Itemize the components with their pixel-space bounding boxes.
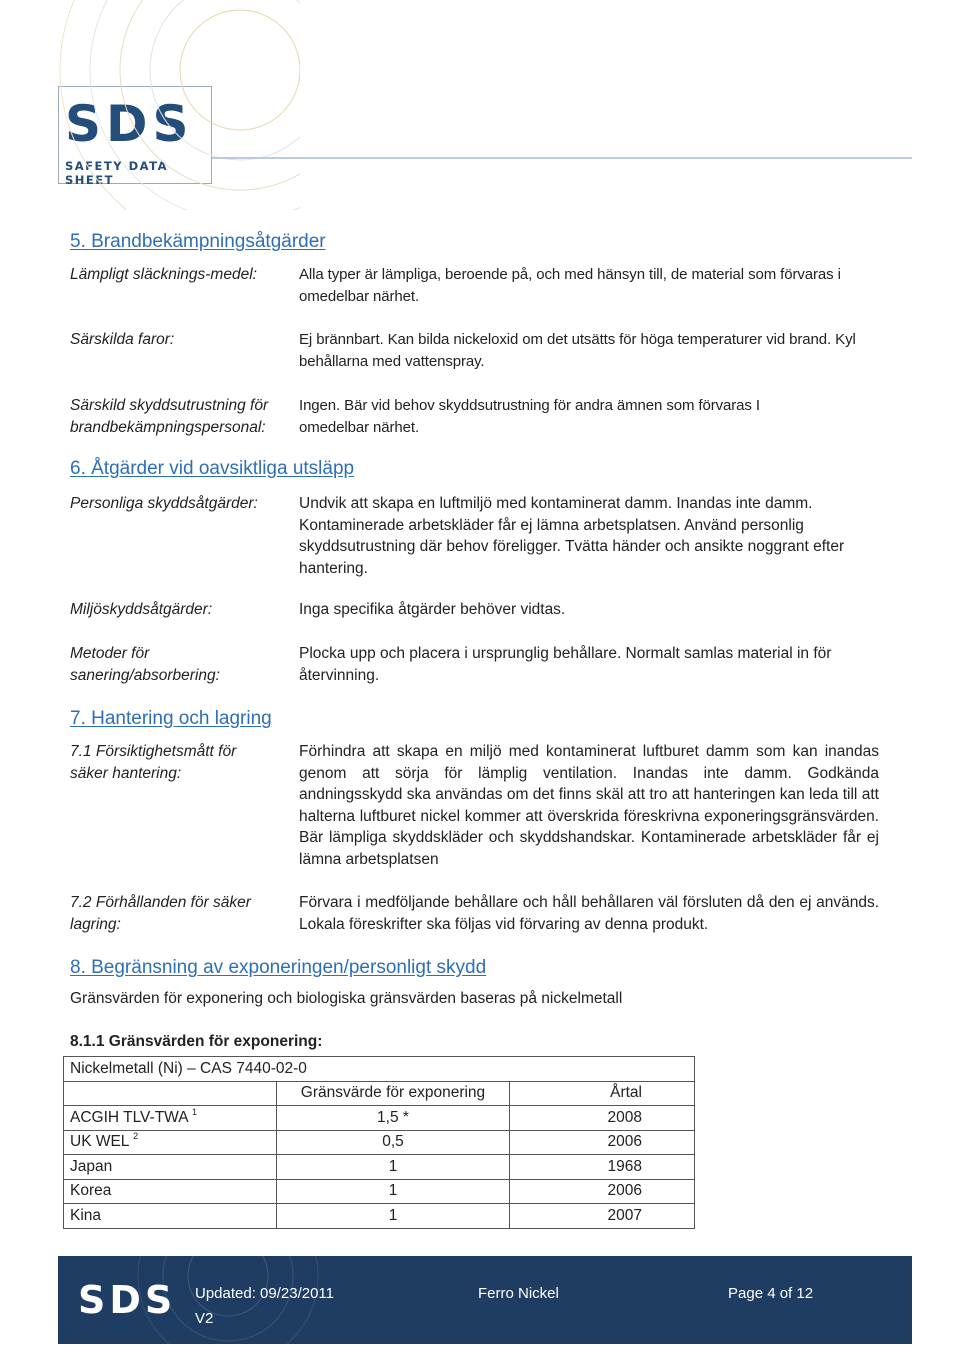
row-year: 2007: [510, 1204, 695, 1229]
s5-label-2: Särskilda faror:: [70, 331, 175, 348]
header-rule: [212, 157, 912, 159]
s6-label-1: Personliga skyddsåtgärder:: [70, 495, 258, 512]
row-name: ACGIH TLV-TWA: [70, 1108, 188, 1126]
row-value: 0,5: [277, 1130, 510, 1155]
section-6-heading: 6. Åtgärder vid oavsiktliga utsläpp: [70, 458, 355, 479]
s8-subheading: 8.1.1 Gränsvärden för exponering:: [70, 1033, 323, 1050]
row-value: 1,5 *: [277, 1106, 510, 1131]
logo-sub-text: SAFETY DATA SHEET: [65, 159, 168, 187]
table-row: [64, 1179, 695, 1204]
page-header: [0, 0, 960, 210]
row-value: 1: [277, 1179, 510, 1204]
row-name: UK WEL: [70, 1133, 129, 1151]
row-footnote: 1: [192, 1106, 198, 1117]
table-title: Nickelmetall (Ni) – CAS 7440-02-0: [64, 1057, 695, 1082]
row-footnote: 2: [133, 1131, 139, 1142]
footer-page: Page 4 of 12: [728, 1285, 814, 1302]
row-name: Kina: [64, 1204, 277, 1229]
row-name-cell: [64, 1130, 277, 1155]
footer-product: Ferro Nickel: [478, 1285, 559, 1302]
exposure-limits-table: [63, 1056, 695, 1229]
table-title-row: [64, 1057, 695, 1082]
table-row: [64, 1204, 695, 1229]
s7-value-1: Förhindra att skapa en miljö med kontaminerat luftburet damm som kan inandas genom att sörja för lämplig ventilation. Inandas inte damm. Godkända andningsskydd ska användas om det finns skäl att tro att hanteringen kan leda till att halterna luftburet nickel kommer att överskrida föreskrivna exponeringsgränsvärden. Bär lämpliga skyddskläder och skyddshandskar. Kontaminerade arbetskläder får ej lämna arbetsplatsen: [299, 743, 879, 868]
row-year: 1968: [510, 1155, 695, 1180]
logo-main-text: SDS: [65, 95, 194, 153]
footer-updated: Updated: 09/23/2011: [195, 1285, 335, 1302]
s5-label-3: Särskild skyddsutrustning för brandbekämpningspersonal:: [70, 397, 269, 436]
row-year: 2006: [510, 1130, 695, 1155]
s5-value-1: Alla typer är lämpliga, beroende på, och med hänsyn till, de material som förvaras i omedelbar närhet.: [299, 266, 841, 305]
s5-value-3: Ingen. Bär vid behov skyddsutrustning för andra ämnen som förvaras I omedelbar närhet.: [299, 397, 760, 436]
footer-version: V2: [195, 1310, 214, 1327]
table-row: [64, 1106, 695, 1131]
s7-label-2: 7.2 Förhållanden för säker lagring:: [70, 894, 251, 933]
row-name: Korea: [64, 1179, 277, 1204]
section-5-heading: 5. Brandbekämpningsåtgärder: [70, 231, 326, 252]
header-empty-cell: [64, 1081, 277, 1106]
section-7-heading: 7. Hantering och lagring: [70, 708, 272, 729]
header-value: Gränsvärde för exponering: [277, 1081, 510, 1106]
s6-value-2: Inga specifika åtgärder behöver vidtas.: [299, 601, 566, 618]
s7-label-1: 7.1 Försiktighetsmått för säker hantering:: [70, 743, 237, 782]
s5-value-2: Ej brännbart. Kan bilda nickeloxid om det utsätts för höga temperaturer vid brand. Kyl behållarna med vattenspray.: [299, 331, 856, 370]
row-name: Japan: [64, 1155, 277, 1180]
table-header-row: [64, 1081, 695, 1106]
footer-logo: SDS: [78, 1278, 177, 1322]
row-value: 1: [277, 1204, 510, 1229]
table-row: [64, 1155, 695, 1180]
header-year: Årtal: [510, 1081, 695, 1106]
row-year: 2008: [510, 1106, 695, 1131]
s5-label-1: Lämpligt släcknings-medel:: [70, 266, 257, 283]
s7-value-2: Förvara i medföljande behållare och håll behållaren väl försluten då den ej används. Lokala föreskrifter ska följas vid förvaring av denna produkt.: [299, 894, 879, 933]
s6-label-2: Miljöskyddsåtgärder:: [70, 601, 213, 618]
row-name-cell: [64, 1106, 277, 1131]
s6-value-3: Plocka upp och placera i ursprunglig behållare. Normalt samlas material in för återvinning.: [299, 645, 832, 684]
table-row: [64, 1130, 695, 1155]
s8-intro: Gränsvärden för exponering och biologiska gränsvärden baseras på nickelmetall: [70, 990, 623, 1007]
s6-label-3: Metoder för sanering/absorbering:: [70, 645, 220, 684]
section-8-heading: 8. Begränsning av exponeringen/personligt skydd: [70, 957, 487, 978]
row-value: 1: [277, 1155, 510, 1180]
s6-value-1: Undvik att skapa en luftmiljö med kontaminerat damm. Inandas inte damm. Kontaminerade arbetskläder får ej lämna arbetsplatsen. Använd personlig skyddsutrustning där behov föreligger. Tvätta händer och ansikte noggrant efter hantering.: [299, 495, 845, 577]
logo-arcs-decoration: [0, 0, 300, 210]
page-footer: [58, 1256, 912, 1344]
row-year: 2006: [510, 1179, 695, 1204]
